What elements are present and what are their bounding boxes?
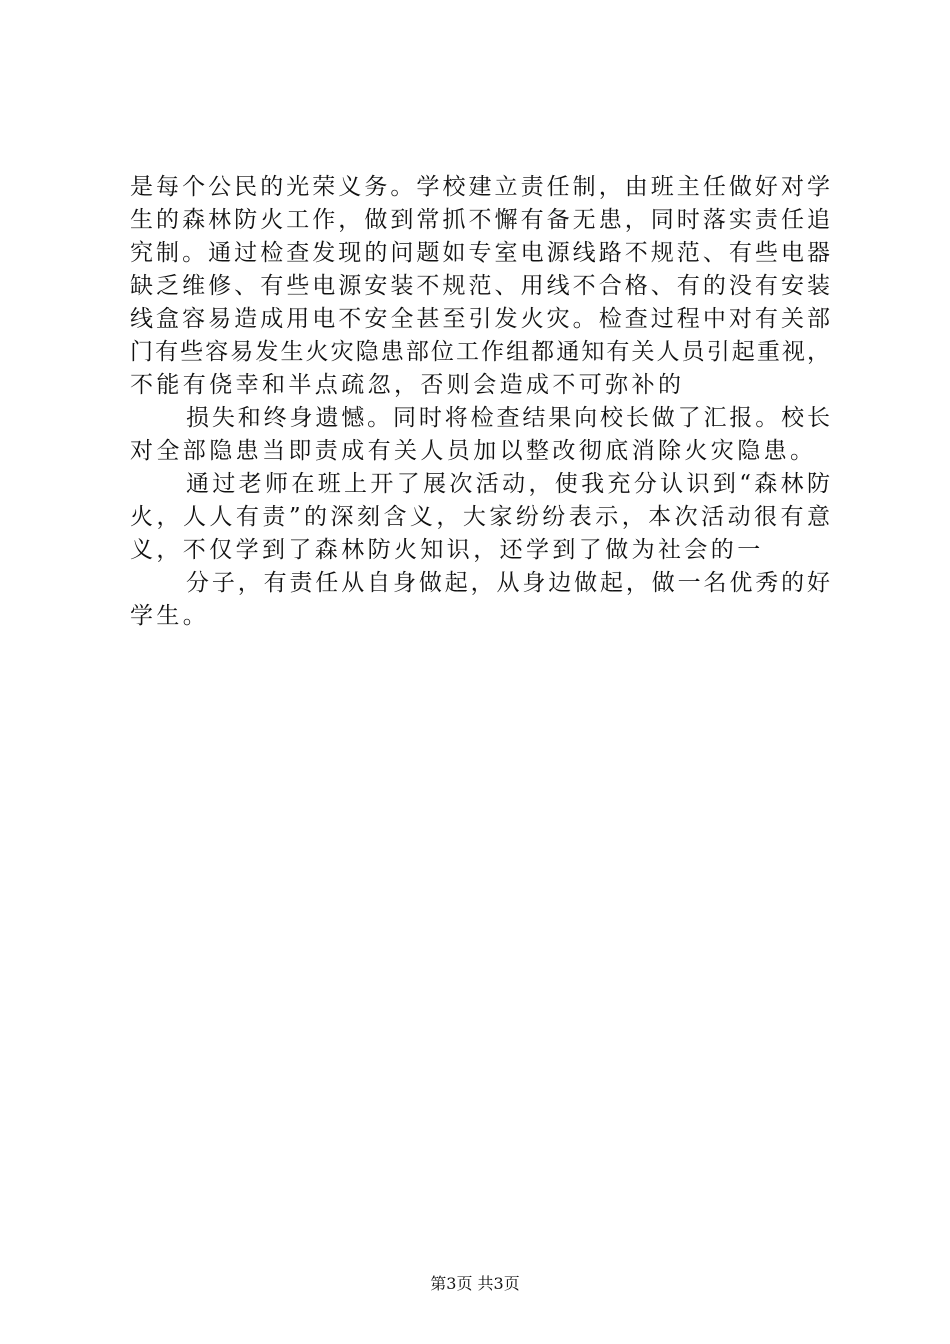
text-line: 不能有侥幸和半点疏忽，否则会造成不可弥补的 xyxy=(130,372,685,398)
text-line: 对全部隐患当即责成有关人员加以整改彻底消除火灾隐患。 xyxy=(130,438,817,464)
text-line: 门有些容易发生火灾隐患部位工作组都通知有关人员引起重视， xyxy=(130,339,830,365)
text-line: 究制。通过检查发现的问题如专室电源线路不规范、有些电器 xyxy=(130,240,830,266)
text-line: 义，不仅学到了森林防火知识，还学到了做为社会的一 xyxy=(130,537,764,563)
text-line: 学生。 xyxy=(130,603,210,629)
paragraph-first-line: 分子，有责任从自身做起，从身边做起，做一名优秀的好 xyxy=(186,570,830,596)
text-line: 是每个公民的光荣义务。学校建立责任制，由班主任做好对学 xyxy=(130,174,830,200)
body-text xyxy=(130,171,830,633)
text-line: 生的森林防火工作，做到常抓不懈有备无患，同时落实责任追 xyxy=(130,207,830,233)
text-line: 线盒容易造成用电不安全甚至引发火灾。检查过程中对有关部 xyxy=(130,306,830,332)
paragraph-first-line: 损失和终身遗憾。同时将检查结果向校长做了汇报。校长 xyxy=(186,405,830,431)
text-line: 缺乏维修、有些电源安装不规范、用线不合格、有的没有安装 xyxy=(130,273,830,299)
text-line: 火，人人有责”的深刻含义，大家纷纷表示，本次活动很有意 xyxy=(130,504,830,530)
paragraph-first-line: 通过老师在班上开了展次活动，使我充分认识到“森林防 xyxy=(186,471,830,497)
page-number-footer: 第3页 共3页 xyxy=(430,1274,520,1293)
